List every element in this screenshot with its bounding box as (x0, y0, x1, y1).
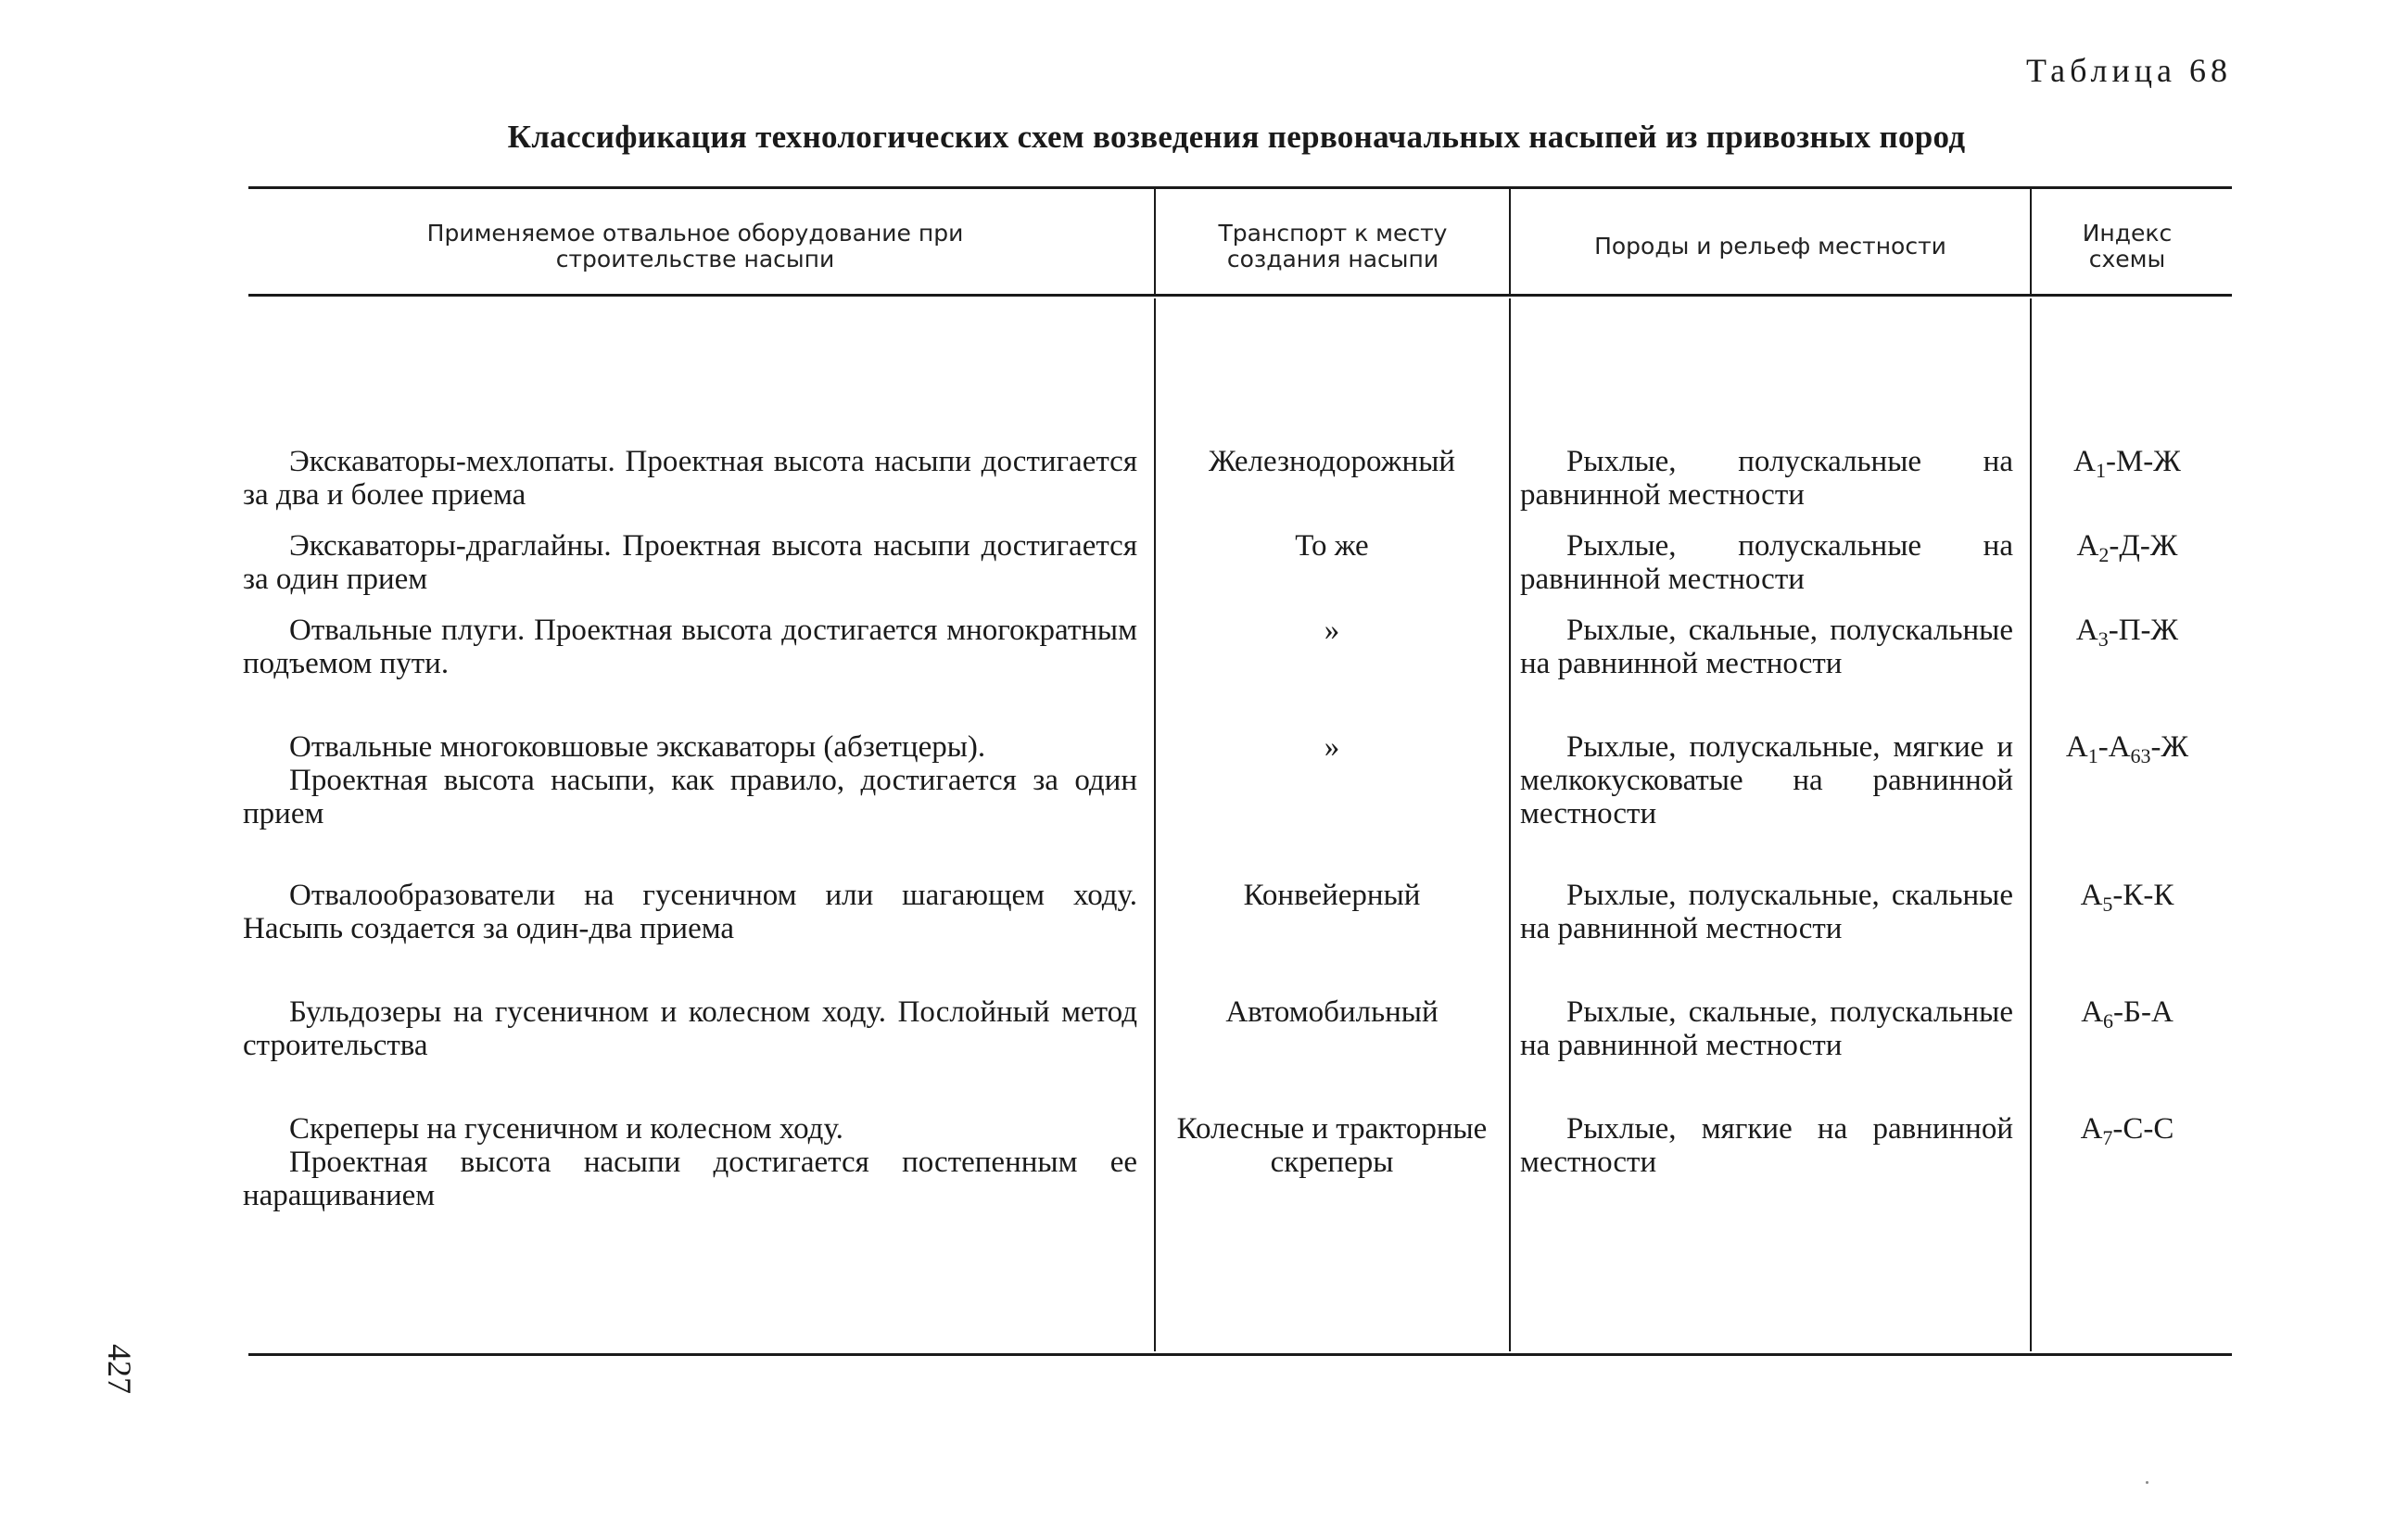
row-1-equipment-text: Экскаваторы-мехлопаты. Проектная высота насыпи достигается за два и более приема (243, 445, 1137, 512)
row-3-index-suffix: -П-Ж (2108, 614, 2179, 647)
row-6-equipment (243, 995, 1137, 1062)
row-1-index-letter: А (2073, 445, 2096, 478)
row-4-equipment-text-2: Проектная высота насыпи, как правило, достигается за один прием (243, 764, 1137, 830)
row-4-index-subscript: 1 (2087, 744, 2098, 767)
row-5-index (2039, 879, 2215, 916)
page-number: 427 (101, 1344, 138, 1394)
header-equipment: Применяемое отвальное оборудование при строительстве насыпи (426, 220, 964, 272)
row-7-equipment-text-1: Скреперы на гусеничном и колесном ходу. (289, 1112, 843, 1146)
row-2-index (2039, 529, 2215, 566)
row-3-terrain (1520, 614, 2013, 680)
row-2-terrain-text: Рыхлые, полускальные на равнинной местности (1520, 529, 2013, 596)
row-5-terrain (1520, 879, 2013, 945)
row-2-transport: То же (1295, 529, 1369, 563)
row-7-index-subscript: 7 (2102, 1126, 2113, 1149)
row-7-terrain-text: Рыхлые, мягкие на равнинной местности (1520, 1112, 2013, 1179)
row-5-equipment-text: Отвалообразователи на гусеничном или шагающем ходу. Насыпь создается за один-два приема (243, 879, 1137, 945)
table-bottom-rule (248, 1353, 2232, 1356)
row-1-terrain (1520, 445, 2013, 512)
row-6-index-letter: А (2081, 995, 2104, 1029)
row-5-index-subscript: 5 (2102, 893, 2113, 916)
row-5-index-suffix: -К-К (2112, 879, 2174, 912)
row-1-index (2039, 445, 2215, 482)
row-1-index-suffix: -М-Ж (2105, 445, 2181, 478)
row-4-index-suffix: -Ж (2150, 730, 2189, 764)
row-7-terrain (1520, 1112, 2013, 1179)
table-top-rule (248, 186, 2232, 189)
row-4-equipment (243, 730, 1137, 830)
row-5-transport: Конвейерный (1243, 879, 1421, 912)
row-4-transport: » (1324, 730, 1340, 764)
row-6-transport: Автомобильный (1225, 995, 1438, 1029)
row-7-index (2039, 1112, 2215, 1149)
row-3-index-subscript: 3 (2097, 627, 2109, 651)
row-1-terrain-text: Рыхлые, полускальные на равнинной местности (1520, 445, 2013, 512)
row-6-equipment-text: Бульдозеры на гусеничном и колесном ходу. Послойный метод строительства (243, 995, 1137, 1062)
row-7-transport: Колесные и тракторные скреперы (1176, 1112, 1488, 1179)
row-3-index-letter: А (2075, 614, 2098, 647)
column-divider-2 (1509, 298, 1511, 1351)
header-divider-1 (1154, 189, 1156, 294)
row-6-index-subscript: 6 (2103, 1009, 2114, 1033)
row-7-equipment (243, 1112, 1137, 1212)
row-3-transport: » (1324, 614, 1340, 647)
table-number-label: Таблица 68 (2026, 52, 2232, 89)
row-4-terrain-text: Рыхлые, полускальные, мягкие и мелкокусковатые на равнинной местности (1520, 730, 2013, 830)
row-3-index (2039, 614, 2215, 651)
table-title: Классификация технологических схем возведения первоначальных насыпей из привозных пород (507, 119, 1966, 155)
row-1-transport: Железнодорожный (1208, 445, 1456, 478)
row-7-index-letter: А (2080, 1112, 2103, 1146)
header-divider-2 (1509, 189, 1511, 294)
row-4-terrain (1520, 730, 2013, 830)
row-3-equipment (243, 614, 1137, 680)
row-2-equipment (243, 529, 1137, 596)
row-5-equipment (243, 879, 1137, 945)
column-divider-3 (2030, 298, 2032, 1351)
row-6-index (2039, 995, 2215, 1033)
header-divider-3 (2030, 189, 2032, 294)
row-3-equipment-text: Отвальные плуги. Проектная высота достигается многократным подъемом пути. (243, 614, 1137, 680)
row-4-index-second-subscript: 63 (2130, 744, 2151, 767)
row-5-index-letter: А (2080, 879, 2103, 912)
row-2-index-suffix: -Д-Ж (2109, 529, 2178, 563)
row-2-terrain (1520, 529, 2013, 596)
row-7-index-suffix: -С-С (2112, 1112, 2174, 1146)
column-divider-1 (1154, 298, 1156, 1351)
header-bottom-rule (248, 294, 2232, 297)
row-2-equipment-text: Экскаваторы-драглайны. Проектная высота насыпи достигается за один прием (243, 529, 1137, 596)
row-4-index-second-letter: -А (2097, 730, 2131, 764)
row-2-index-letter: А (2076, 529, 2099, 563)
row-3-terrain-text: Рыхлые, скальные, полускальные на равнинной местности (1520, 614, 2013, 680)
header-index: Индекс схемы (2082, 220, 2173, 272)
row-2-index-subscript: 2 (2098, 543, 2110, 566)
row-5-terrain-text: Рыхлые, полускальные, скальные на равнинной местности (1520, 879, 2013, 945)
scan-speck (2146, 1481, 2148, 1484)
row-4-index (2039, 730, 2215, 767)
row-6-terrain (1520, 995, 2013, 1062)
row-4-equipment-text-1: Отвальные многоковшовые экскаваторы (абзетцеры). (289, 730, 986, 764)
row-7-equipment-text-2: Проектная высота насыпи достигается постепенным ее наращиванием (243, 1146, 1137, 1212)
row-4-index-letter: А (2065, 730, 2088, 764)
row-6-terrain-text: Рыхлые, скальные, полускальные на равнинной местности (1520, 995, 2013, 1062)
row-1-index-subscript: 1 (2095, 459, 2106, 482)
header-transport: Транспорт к месту создания насыпи (1218, 220, 1448, 272)
header-terrain: Породы и рельеф местности (1594, 233, 1946, 260)
row-1-equipment (243, 445, 1137, 512)
row-6-index-suffix: -Б-А (2113, 995, 2174, 1029)
